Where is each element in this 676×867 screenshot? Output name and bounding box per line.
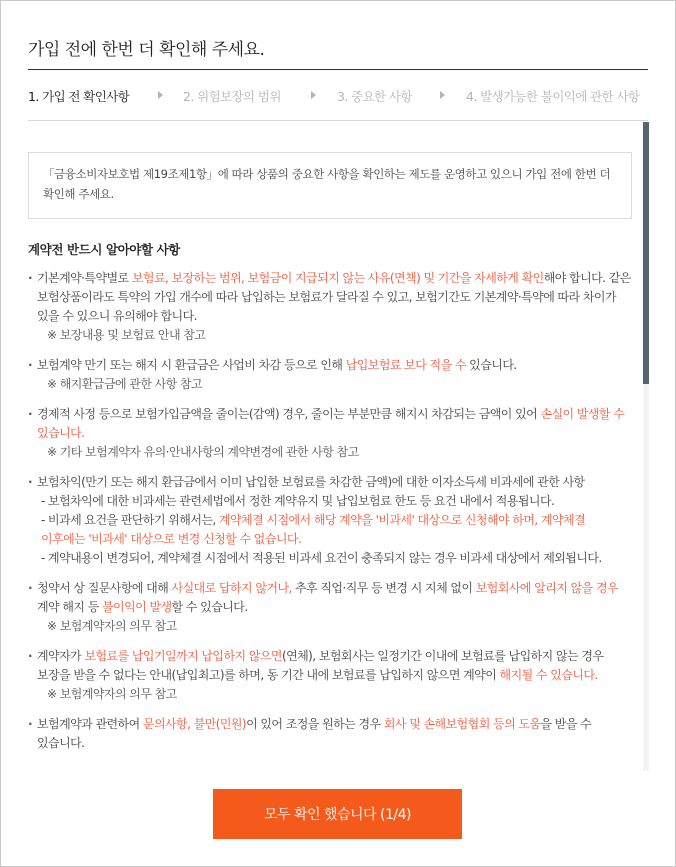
item-reference: ※ 보험계약자의 의무 참고: [47, 619, 177, 633]
list-item: [28, 405, 632, 462]
step-1[interactable]: 1. 가입 전 확인사항: [28, 89, 130, 104]
step-4[interactable]: 4. 발생가능한 불이익에 관한 사항: [466, 89, 640, 104]
step-arrow-icon: [440, 91, 445, 99]
item-text: 해야 합니다. 같은 보험상품이라도 특약의 가입 개수에 따라 납입하는 보험료가 달라질 수 있고, 보험기간도 기본계약·특약에 따라 차이가 있을 수 있으니 유의해야 합니다.: [37, 271, 631, 323]
item-highlight: 보험료, 보장하는 범위, 보험금이 지급되지 않는 사유(면책) 및 기간을 자세하게 확인: [131, 271, 544, 285]
item-reference: ※ 보험계약자의 의무 참고: [47, 687, 177, 701]
list-item: [28, 647, 632, 704]
list-item: [28, 269, 632, 345]
item-text: (연체), 보험회사는 일정기간 이내에 보험료를 납입하지 않는 경우 보장을 받을 수 없다는 안내(납입최고)를 하며, 동 기간 내에 보험료를 납입하지 않으면 계약이: [37, 649, 604, 682]
item-text: 을 받을 수 있습니다.: [37, 717, 592, 750]
item-highlight: 보험회사에 알리지 않을 경우: [475, 581, 619, 595]
item-reference: ※ 해지환급금에 관한 사항 참고: [47, 377, 203, 391]
item-text: - 비과세 요건을 판단하기 위해서는,: [41, 513, 219, 527]
content-scroll-area[interactable]: [28, 122, 648, 771]
item-text: 이 있어 조정을 원하는 경우: [246, 717, 384, 731]
item-reference: ※ 기타 보험계약자 유의·안내사항의 계약변경에 관한 사항 참고: [47, 445, 359, 459]
item-text: 계약 해지 등: [37, 600, 103, 614]
title-divider: [28, 69, 648, 70]
step-2[interactable]: 2. 위험보장의 범위: [183, 89, 281, 104]
item-reference: ※ 보장내용 및 보험료 안내 참고: [47, 328, 206, 342]
item-text: 기본계약·특약별로: [37, 271, 132, 285]
step-arrow-icon: [311, 91, 316, 99]
item-text: 경제적 사정 등으로 보험가입금액을 줄이는(감액) 경우, 줄이는 부분만큼 해지시 차감되는 금액이 있어: [37, 407, 541, 421]
list-item: [28, 356, 632, 394]
item-text: 보험차익(만기 또는 해지 환급금에서 이미 납입한 보험료를 차감한 금액)에 대한 이자소득세 비과세에 관한 사항: [37, 475, 585, 489]
step-navigation: [28, 87, 653, 105]
item-text: 청약서 상 질문사항에 대해: [37, 581, 172, 595]
item-subtext: - 계약내용이 변경되어, 계약체결 시점에서 적용된 비과세 요건이 충족되지 않는 경우 비과세 대상에서 제외됩니다.: [41, 551, 602, 565]
section-title: 계약전 반드시 알아야할 사항: [28, 242, 180, 257]
item-highlight: 손실이 발생할 수 있습니다.: [37, 407, 625, 440]
item-text: 보험계약 만기 또는 해지 시 환급금은 사업비 차감 등으로 인해: [37, 358, 346, 372]
item-text: 있습니다.: [465, 358, 517, 372]
item-text: 할 수 있습니다.: [171, 600, 248, 614]
list-item: [28, 579, 632, 636]
item-highlight: 납입보험료 보다 적을 수: [345, 358, 466, 372]
item-text: 보험계약과 관련하여: [37, 717, 143, 731]
item-text: 추후 직업·직무 등 변경 시 지체 없이: [291, 581, 476, 595]
scrollbar-thumb[interactable]: [643, 122, 649, 384]
notice-list: [28, 269, 632, 764]
list-item: [28, 715, 632, 753]
item-highlight: 사실대로 답하지 않거나,: [171, 581, 292, 595]
list-item: [28, 473, 632, 568]
confirm-all-button[interactable]: 모두 확인 했습니다 (1/4): [213, 789, 462, 839]
item-highlight: 불이익이 발생: [102, 600, 172, 614]
item-highlight: 계약체결 시점에서 해당 계약을 '비과세' 대상으로 신청해야 하며, 계약체결 이후에는 '비과세' 대상으로 변경 신청할 수 없습니다.: [41, 513, 586, 546]
step-arrow-icon: [158, 91, 163, 99]
step-3[interactable]: 3. 중요한 사항: [337, 89, 412, 104]
steps-divider: [28, 120, 648, 121]
item-highlight: 보험료를 납입기일까지 납입하지 않으면: [84, 649, 282, 663]
item-subtext: [37, 511, 632, 549]
item-highlight: 회사 및 손해보험협회 등의 도움: [383, 717, 541, 731]
item-subtext: - 보험차익에 대한 비과세는 관련세법에서 정한 계약유지 및 납입보험료 한도 등 요건 내에서 적용됩니다.: [41, 494, 555, 508]
item-highlight: 해지될 수 있습니다.: [499, 668, 598, 682]
item-highlight: 문의사항, 불만(민원): [142, 717, 247, 731]
item-text: 계약자가: [37, 649, 85, 663]
page-title: 가입 전에 한번 더 확인해 주세요.: [28, 40, 265, 60]
intro-notice: 「금융소비자보호법 제19조제1항」에 따라 상품의 중요한 사항을 확인하는 제도를 운영하고 있으니 가입 전에 한번 더 확인해 주세요.: [28, 152, 632, 219]
